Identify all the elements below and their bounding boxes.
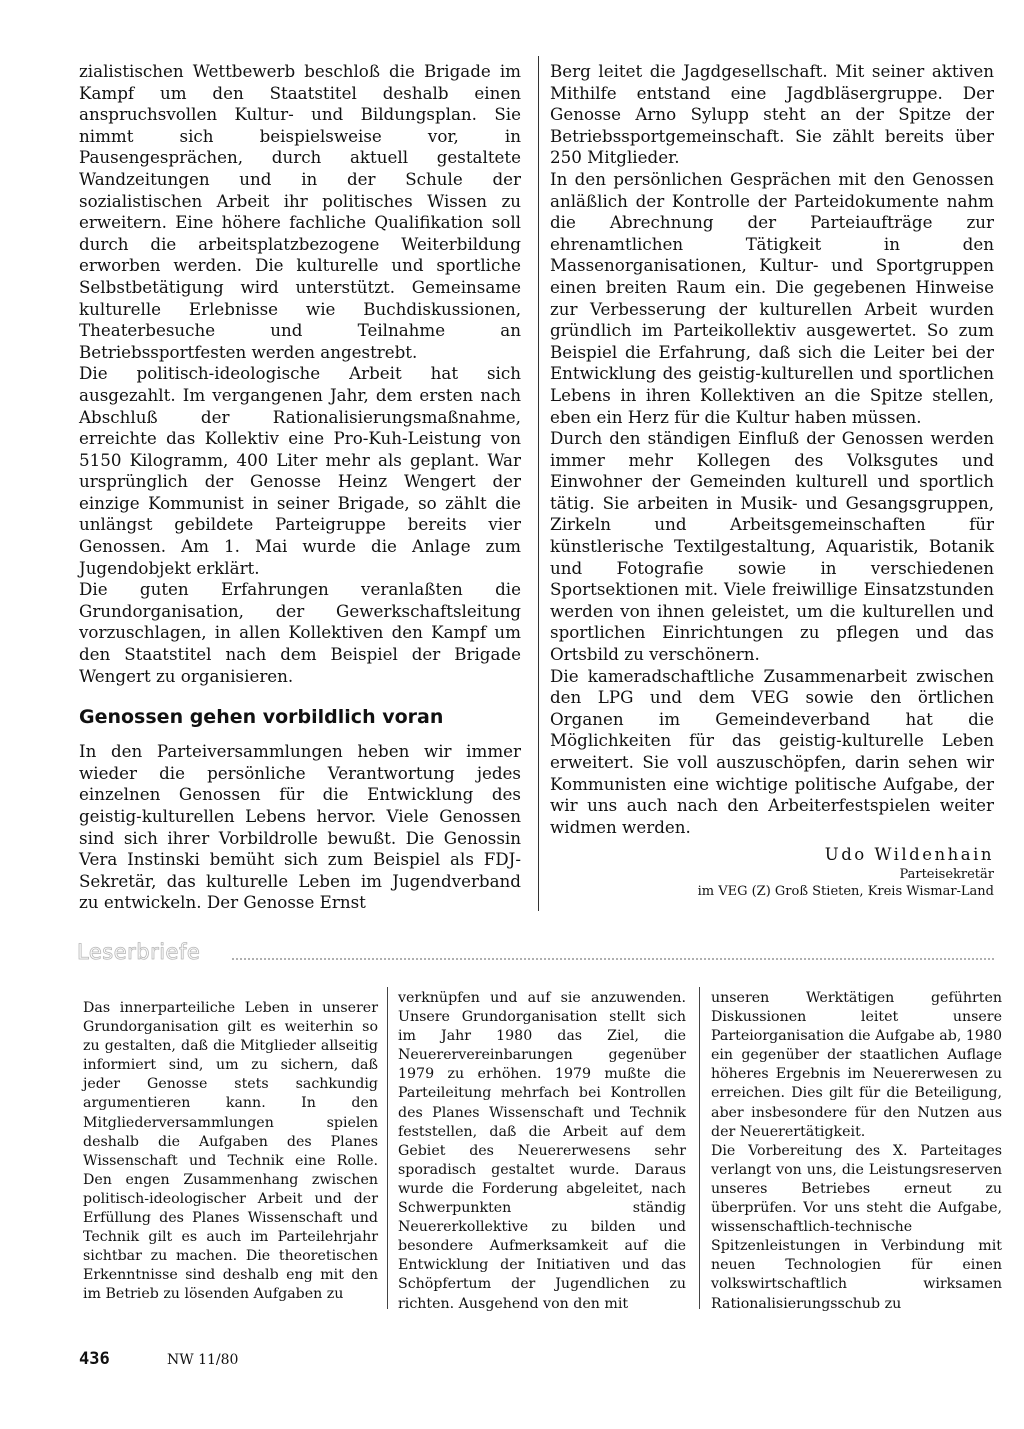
paragraph: Die politisch-ideologische Arbeit hat sich ausgezahlt. Im vergangenen Jahr, dem ersten nach Abschluß der Rationalisierungsmaßnahme, erreichte das Kollektiv eine Pro-Kuh-Leistung von 5150 Kilogramm, 400 Liter mehr als geplant. War ursprünglich der Genosse Heinz Wengert der einzige Kommunist in seiner Brigade, so zählt die unlängst gebildete Parteigruppe bereits vier Genossen. Am 1. Mai wurde die Anlage zum Jugendobjekt erklärt. [79,363,521,578]
column-divider [699,987,700,1309]
column-divider [387,987,388,1309]
paragraph: unseren Werktätigen geführten Diskussionen leitet unsere Parteiorganisation die Aufgabe ab, 1980 ein gegenüber der staatlichen Auflage höheres Ergebnis im Neuererwesen zu erreichen. Dies gilt für die Beteiligung, aber insbesondere für den Nutzen aus der Neuerertätigkeit. [711,990,1002,1140]
page-number: 436 [79,1349,110,1369]
paragraph: Die Vorbereitung des X. Parteitages verlangt von uns, die Leistungsreserven unseres Betriebes erneut zu überprüfen. Vor uns steht die Aufgabe, wissenschaftlich-technische Spitzenleistungen in Verbindung mit neuen Technologien für einen volkswirtschaftlich wirksamen Rationalisierungsschub zu [711,1142,1002,1312]
author-place: im VEG (Z) Groß Stieten, Kreis Wismar-Land [697,884,994,900]
section-heading: Genossen gehen vorbildlich voran [79,706,444,729]
letters-column-1 [83,999,378,1305]
author-role: Parteisekretär [899,867,994,883]
paragraph: verknüpfen und auf sie anzuwenden. Unsere Grundorganisation stellt sich im Jahr 1980 das Ziel, die Neuerervereinbarungen gegenüber 1979 zu erhöhen. 1979 mußte die Parteileitung mehrfach bei Kontrollen des Planes Wissenschaft und Technik feststellen, daß die Arbeit auf dem Gebiet des Neuererwesens sehr sporadisch gestaltet wurde. Daraus wurde die Forderung abgeleitet, nach Schwerpunkten ständig Neuererkollektive zu bilden und besondere Aufmerksamkeit auf die Entwicklung der Initiativen und das Schöpfertum der Jugendlichen zu richten. Ausgehend von den mit [398,990,686,1312]
section-banner-rule [232,958,994,960]
paragraph: zialistischen Wettbewerb beschloß die Brigade im Kampf um den Staatstitel deshalb einen anspruchsvollen Kultur- und Bildungsplan. Sie nimmt sich beispielsweise vor, in Pausengesprächen, durch aktuell gestaltete Wandzeitungen und in der Schule der sozialistischen Arbeit ihr politisches Wissen zu erweitern. Eine höhere fachliche Qualifikation soll durch die arbeitsplatzbezogene Weiterbildung erworben werden. Die kulturelle und sportliche Selbstbetätigung wird unterstützt. Gemeinsame kulturelle Erlebnisse wie Buchdiskussionen, Theaterbesuche und Teilnahme an Betriebssportfesten werden angestrebt. [79,61,521,362]
letters-column-3 [711,989,1002,1314]
article-right-column [550,61,994,900]
paragraph: Das innerparteiliche Leben in unserer Grundorganisation gilt es weiterhin so zu gestalten, daß die Mitglieder allseitig informiert sind, um zu sichern, daß jeder Genosse stets sachkundig argumentieren kann. In den Mitgliederversammlungen spielen deshalb die Aufgaben des Planes Wissenschaft und Technik eine Rolle. Den engen Zusammenhang zwischen politisch-ideologischer Arbeit und der Erfüllung des Planes Wissenschaft und Technik gilt es auch im Parteilehrjahr sichtbar zu machen. Die theoretischen Erkenntnisse sind deshalb eng mit den im Betrieb zu lösenden Aufgaben zu [83,1000,378,1303]
letters-column-2 [398,989,686,1314]
paragraph: In den persönlichen Gesprächen mit den Genossen anläßlich der Kontrolle der Parteidokumente nahm die Abrechnung der Parteiaufträge zur ehrenamtlichen Tätigkeit in den Massenorganisationen, Kultur- und Sportgruppen einen breiten Raum ein. Die gegebenen Hinweise zur Verbesserung der kulturellen Arbeit wurden gründlich im Parteikollektiv ausgewertet. So zum Beispiel die Erfahrung, daß sich die Leiter bei der Entwicklung des geistig-kulturellen und sportlichen Lebens in ihren Kollektiven an die Spitze stellen, eben ein Herz für die Kultur haben müssen. [550,168,994,427]
paragraph: Die guten Erfahrungen veranlaßten die Grundorganisation, der Gewerkschaftsleitung vorzuschlagen, in allen Kollektiven den Kampf um den Staatstitel nach dem Beispiel der Brigade Wengert zu organisieren. [79,579,521,686]
column-divider [538,56,539,911]
paragraph: Durch den ständigen Einfluß der Genossen werden immer mehr Kollegen des Volksgutes und Einwohner der Gemeinden kulturell und sportlich tätig. Sie arbeiten in Musik- und Gesangsgruppen, Zirkeln und Arbeitsgemeinschaften für künstlerische Textilgestaltung, Aquaristik, Botanik und Fotografie sowie in verschiedenen Sportsektionen mit. Viele freiwillige Einsatzstunden werden von ihnen geleistet, um die kulturellen und sportlichen Einrichtungen zu pflegen und das Ortsbild zu verschönern. [550,428,994,665]
issue-label: NW 11/80 [167,1352,239,1368]
article-left-column [79,61,521,914]
author-signature [550,844,994,900]
paragraph: In den Parteiversammlungen heben wir immer wieder die persönliche Verantwortung jedes einzelnen Genossen für die Entwicklung des geistig-kulturellen Lebens hervor. Viele Genossen sind sich ihrer Vorbildrolle bewußt. Die Genossin Vera Instinski bemüht sich zum Beispiel als FDJ-Sekretär, das kulturelle Leben im Jugendverband zu entwickeln. Der Genosse Ernst [79,741,521,913]
author-name: Udo Wildenhain [824,845,994,865]
paragraph: Berg leitet die Jagdgesellschaft. Mit seiner aktiven Mithilfe entstand eine Jagdbläsergruppe. Der Genosse Arno Sylupp steht an der Spitze der Betriebssportgemeinschaft. Sie zählt bereits über 250 Mitglieder. [550,61,994,168]
paragraph: Die kameradschaftliche Zusammenarbeit zwischen den LPG und dem VEG sowie den örtlichen Organen im Gemeindeverband hat die Möglichkeiten für das geistig-kulturelle Leben erweitert. Sie voll auszuschöpfen, darin sehen wir Kommunisten eine wichtige politische Aufgabe, der wir uns auch nach den Arbeiterfestspielen weiter widmen werden. [550,665,994,837]
section-banner-title: Leserbriefe [77,940,201,964]
